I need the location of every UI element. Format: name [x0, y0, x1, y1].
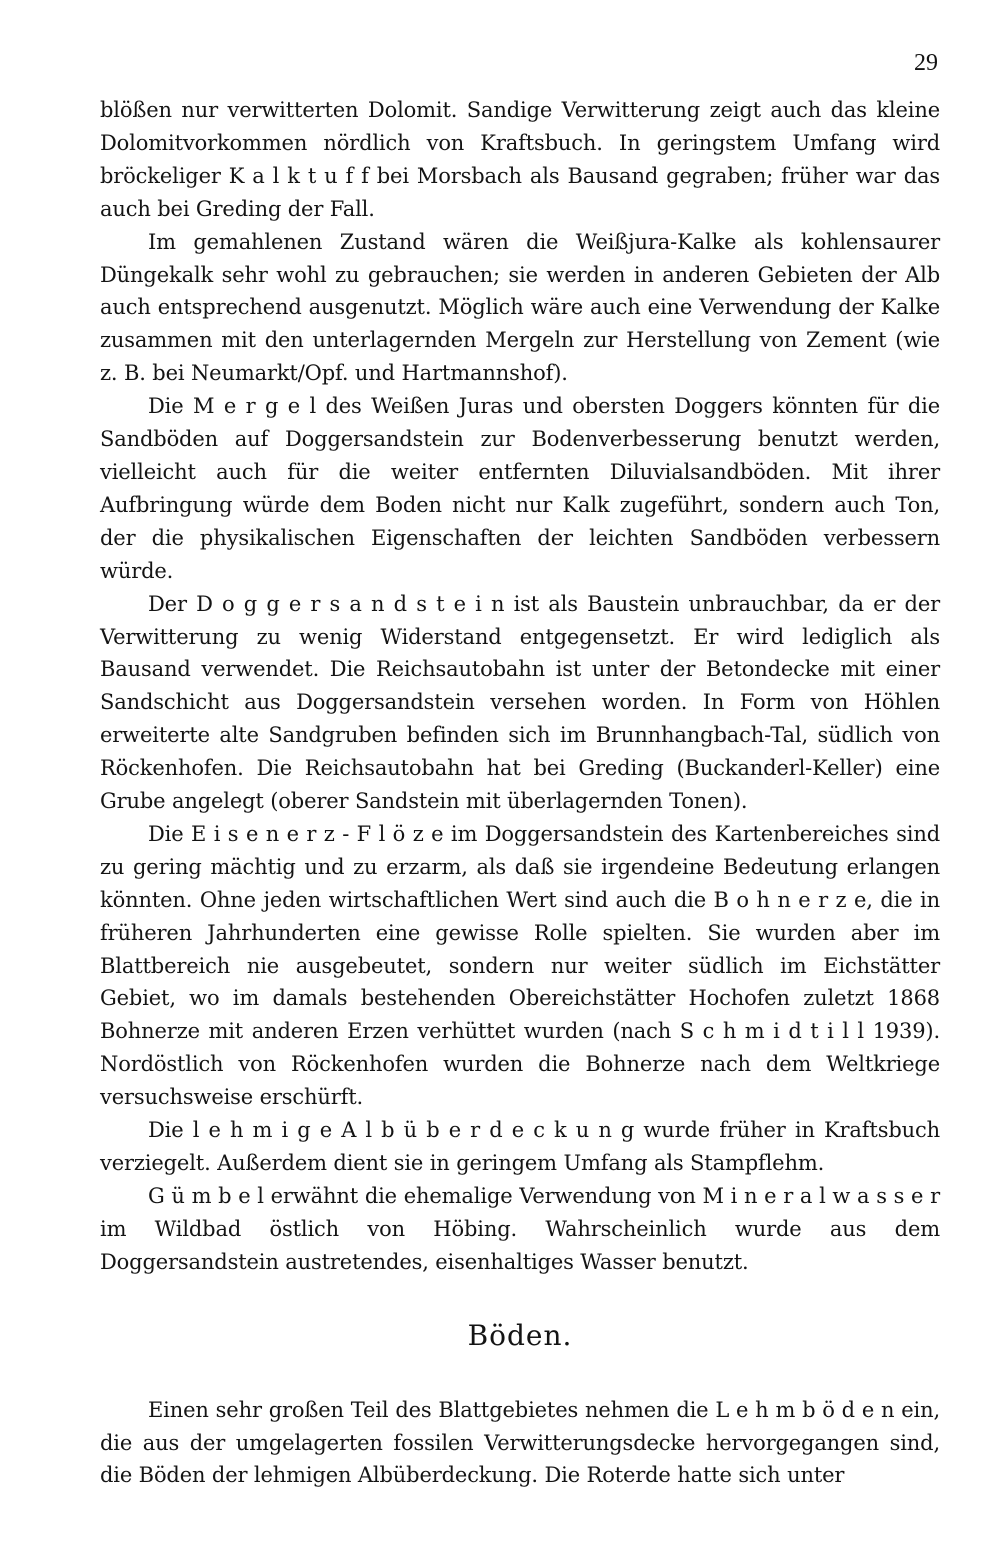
paragraph-albueberdeckung: Die l e h m i g e A l b ü b e r d e c k u n g wurde früher in Kraftsbuch verziegelt. Außerdem dient sie in geringem Umfang als Stampflehm.: [100, 1118, 940, 1175]
section-heading: Böden.: [467, 1318, 573, 1352]
section-heading-wrapper: [100, 1279, 940, 1394]
paragraph-eisenerz-bohnerze: Die E i s e n e r z - F l ö z e im Doggersandstein des Kartenbereiches sind zu gering mächtig und zu erzarm, als daß sie irgendeine Bedeutung erlangen könnten. Ohne jeden wirtschaftlichen Wert sind auch die B o h n e r z e, die in früheren Jahrhunderten eine gewisse Rolle spielten. Sie wurden aber im Blattbereich nie ausgebeutet, sondern nur weiter südlich im Eichstätter Gebiet, wo im damals bestehenden Obereichstätter Hochofen zuletzt 1868 Bohnerze mit anderen Erzen verhüttet wurden (nach S c h m i d t i l l 1939). Nordöstlich von Röckenhofen wurden die Bohnerze nach dem Weltkriege versuchsweise erschürft.: [100, 821, 940, 1110]
paragraph-mineralwasser: G ü m b e l erwähnt die ehemalige Verwendung von M i n e r a l w a s s e r im Wildbad östlich von Höbing. Wahrscheinlich wurde aus dem Doggersandstein austretendes, eisenhaltiges Wasser benutzt.: [100, 1183, 940, 1274]
paragraph-doggersandstein: Der D o g g e r s a n d s t e i n ist als Baustein unbrauchbar, da er der Verwitterung zu wenig Widerstand entgegensetzt. Er wird lediglich als Bausand verwendet. Die Reichsautobahn ist unter der Betondecke mit einer Sandschicht aus Doggersandstein versehen worden. In Form von Höhlen erweiterte alte Sandgruben befinden sich im Brunnhangbach-Tal, südlich von Röckenhofen. Die Reichsautobahn hat bei Greding (Buckanderl-Keller) eine Grube angelegt (oberer Sandstein mit überlagernden Tonen).: [100, 591, 940, 814]
paragraph-weissjura-kalke: Im gemahlenen Zustand wären die Weißjura-Kalke als kohlensaurer Düngekalk sehr wohl zu gebrauchen; sie werden in anderen Gebieten der Alb auch entsprechend ausgenutzt. Möglich wäre auch eine Verwendung der Kalke zusammen mit den unterlagernden Mergeln zur Herstellung von Zement (wie z. B. bei Neumarkt/Opf. und Hartmannshof).: [100, 229, 940, 386]
paragraph-lehmboeden: Einen sehr großen Teil des Blattgebietes nehmen die L e h m b ö d e n ein, die aus der umgelagerten fossilen Verwitterungsdecke hervorgegangen sind, die Böden der lehmigen Albüberdeckung. Die Roterde hatte sich unter: [100, 1397, 940, 1488]
page-number: 29: [914, 50, 938, 76]
paragraph-dolomit-kalktuff: blößen nur verwitterten Dolomit. Sandige Verwitterung zeigt auch das kleine Dolomitvorkommen nördlich von Kraftsbuch. In geringstem Umfang wird bröckeliger K a l k t u f f bei Morsbach als Bausand gegraben; früher war das auch bei Greding der Fall.: [100, 98, 940, 221]
paragraph-mergel: Die M e r g e l des Weißen Juras und obersten Doggers könnten für die Sandböden auf Doggersandstein zur Bodenverbesserung benutzt werden, vielleicht auch für die weiter entfernten Diluvialsandböden. Mit ihrer Aufbringung würde dem Boden nicht nur Kalk zugeführt, sondern auch Ton, der die physikalischen Eigenschaften der leichten Sandböden verbessern würde.: [100, 394, 940, 583]
body-text: [100, 94, 940, 1492]
